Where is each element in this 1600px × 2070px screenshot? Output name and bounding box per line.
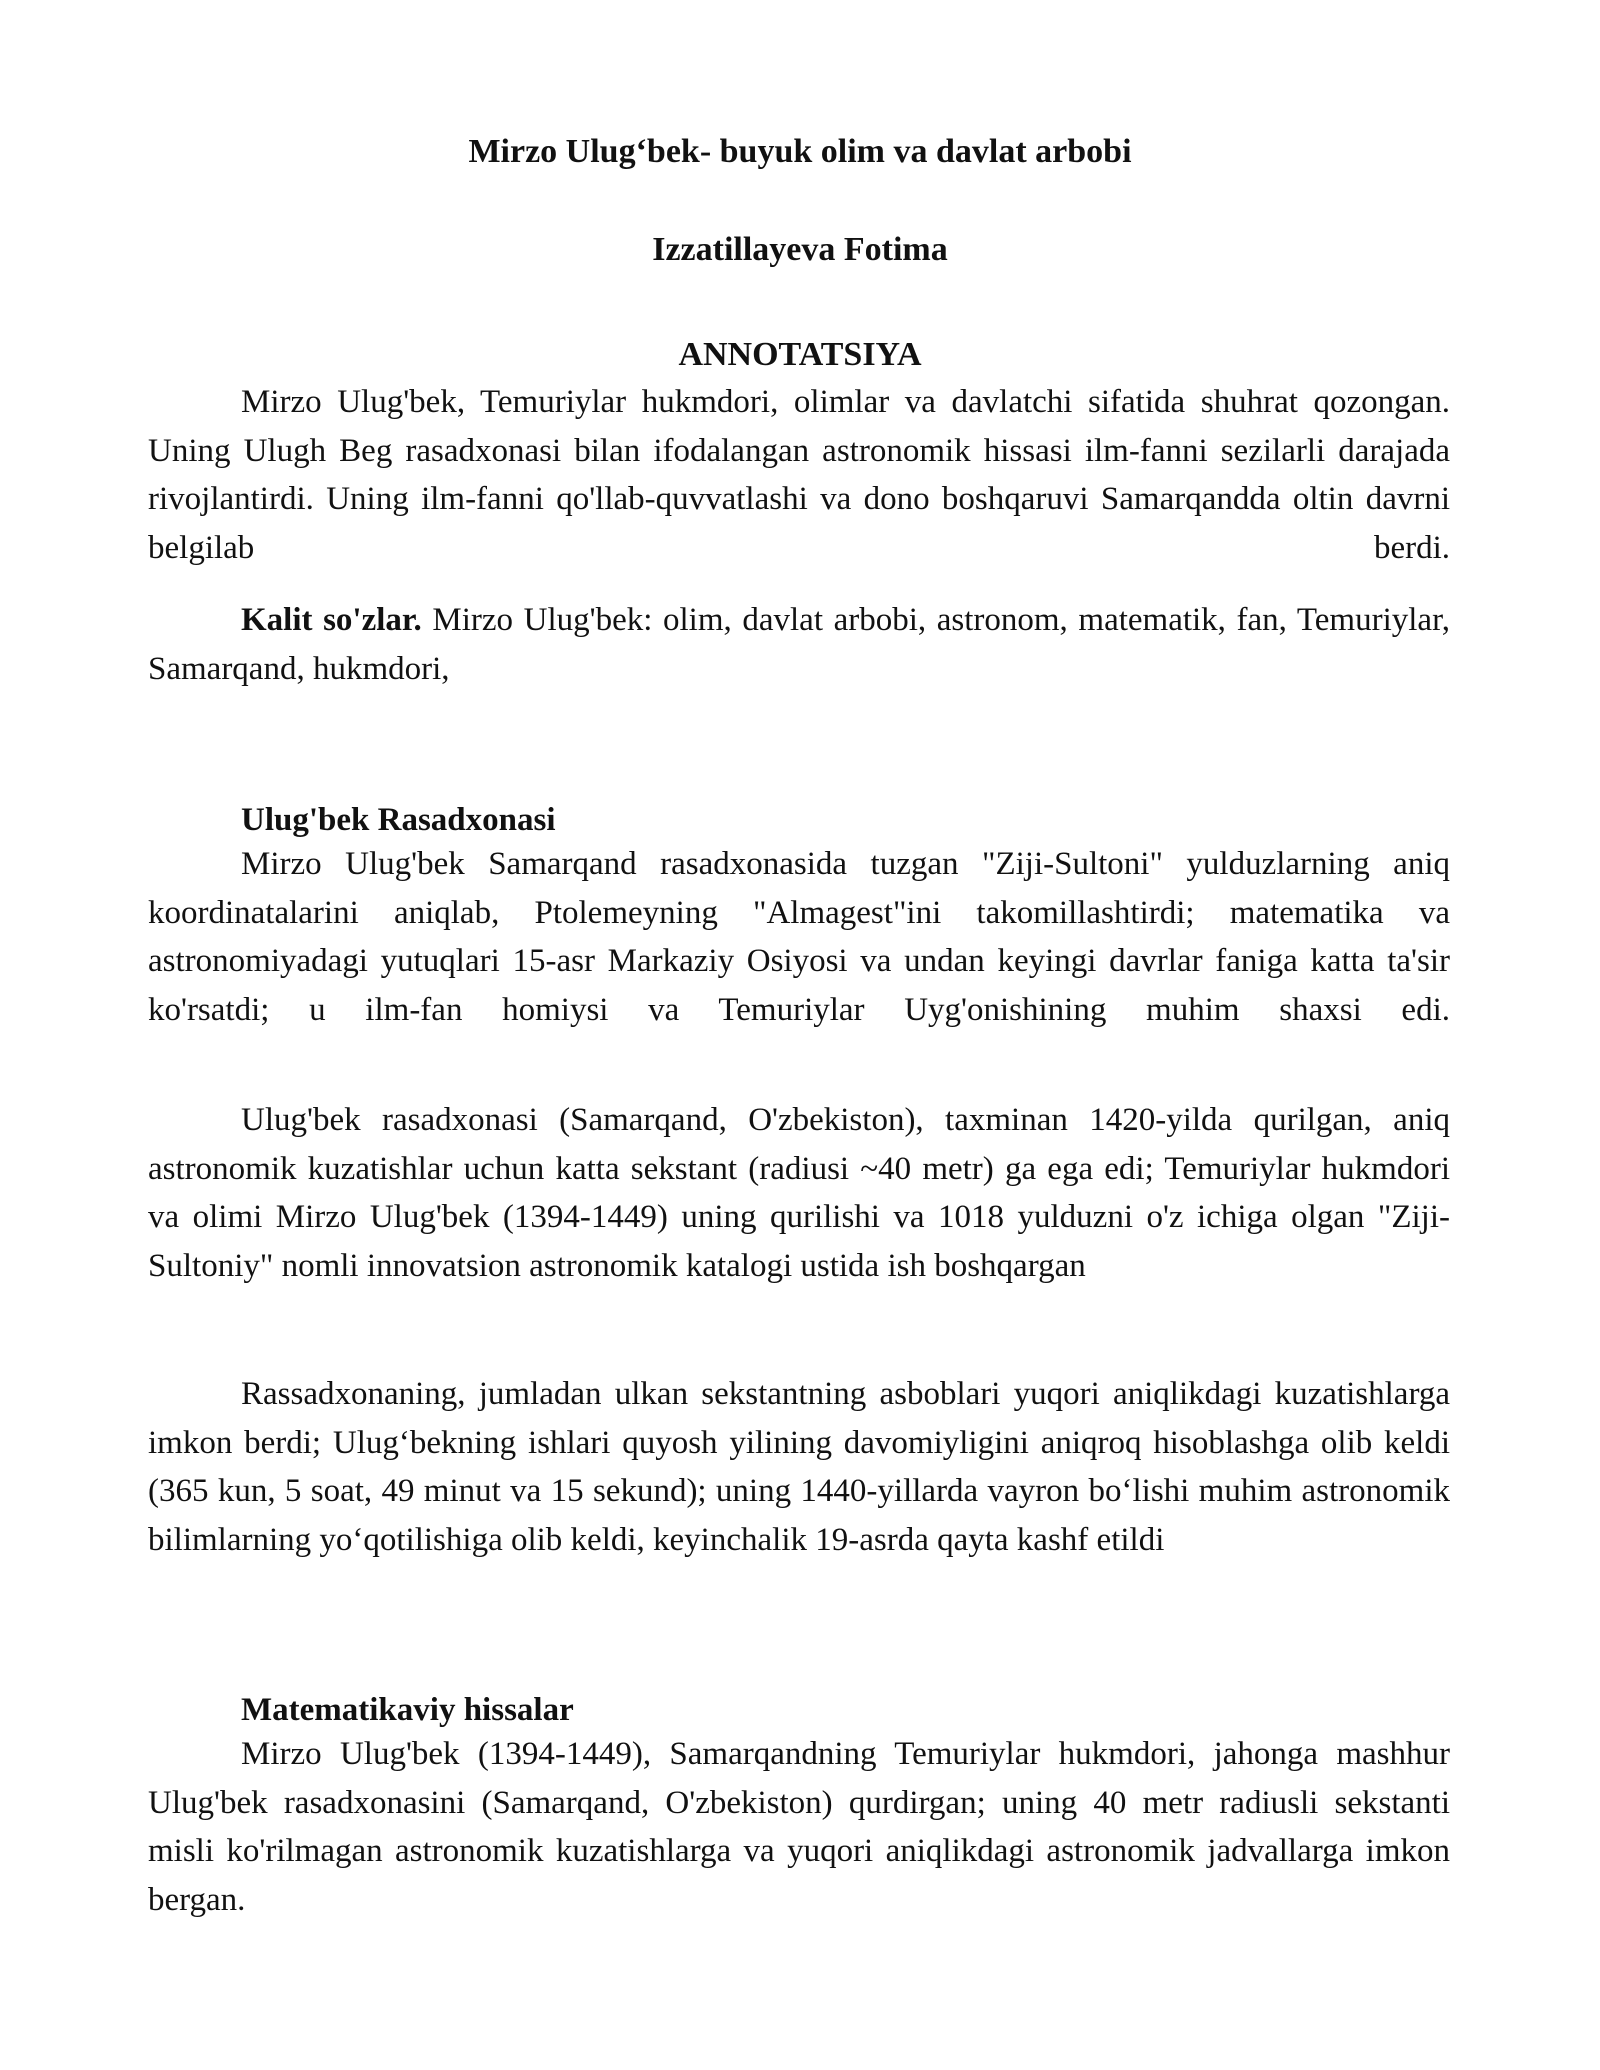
observatory-paragraph-1: Mirzo Ulug'bek Samarqand rasadxonasida tuzgan "Ziji-Sultoni" yulduzlarning aniq koordinatalarini aniqlab, Ptolemeyning "Almagest"ini takomillashtirdi; matematika va astronomiyadagi yutuqlari 15-asr Markaziy Osiyosi va undan keyingi davrlar faniga katta ta'sir ko'rsatdi; u ilm-fan homiysi va Temuriylar Uyg'onishining muhim shaxsi edi. [148, 846, 1450, 1028]
observatory-paragraph-2: Ulug'bek rasadxonasi (Samarqand, O'zbekiston), taxminan 1420-yilda qurilgan, aniq astronomik kuzatishlar uchun katta sekstant (radiusi ~40 metr) ga ega edi; Temuriylar hukmdori va olimi Mirzo Ulug'bek (1394-1449) uning qurilishi va 1018 yulduzni o'z ichiga olgan "Ziji-Sultoniy" nomli innovatsion astronomik katalogi ustida ish boshqargan [148, 1102, 1450, 1284]
mathematics-paragraph-1: Mirzo Ulug'bek (1394-1449), Samarqandning Temuriylar hukmdori, jahonga mashhur Ulug'bek rasadxonasini (Samarqand, O'zbekiston) qurdirgan; uning 40 metr radiusli sekstanti misli ko'rilmagan astronomik kuzatishlarga va yuqori aniqlikdagi astronomik jadvallarga imkon bergan. [148, 1736, 1450, 1918]
document-title: Mirzo Ulug‘bek- buyuk olim va davlat arbobi [468, 133, 1132, 170]
author-name: Izzatillayeva Fotima [652, 231, 948, 268]
observatory-paragraph-3: Rassadxonaning, jumladan ulkan sekstantning asboblari yuqori aniqlikdagi kuzatishlarga imkon berdi; Ulug‘bekning ishlari quyosh yilining davomiyligini aniqroq hisoblashga olib keldi (365 kun, 5 soat, 49 minut va 15 sekund); uning 1440-yillarda vayron bo‘lishi muhim astronomik bilimlarning yo‘qotilishiga olib keldi, keyinchalik 19-asrda qayta kashf etildi [148, 1376, 1450, 1558]
keywords-text: Mirzo Ulug'bek: olim, davlat arbobi, astronom, matematik, fan, Temuriylar, Samarqand, hukmdori, [148, 602, 1450, 687]
section-heading-mathematics: Matematikaviy hissalar [241, 1692, 574, 1728]
annotation-paragraph: Mirzo Ulug'bek, Temuriylar hukmdori, olimlar va davlatchi sifatida shuhrat qozongan. Uning Ulugh Beg rasadxonasi bilan ifodalangan astronomik hissasi ilm-fanni sezilarli darajada rivojlantirdi. Uning ilm-fanni qo'llab-quvvatlashi va dono boshqaruvi Samarqandda oltin davrni belgilab berdi. [148, 384, 1450, 566]
section-heading-observatory: Ulug'bek Rasadxonasi [241, 802, 556, 838]
keywords-label: Kalit so'zlar. [241, 602, 422, 638]
annotation-heading: ANNOTATSIYA [678, 336, 922, 373]
keywords-paragraph [148, 596, 1450, 693]
